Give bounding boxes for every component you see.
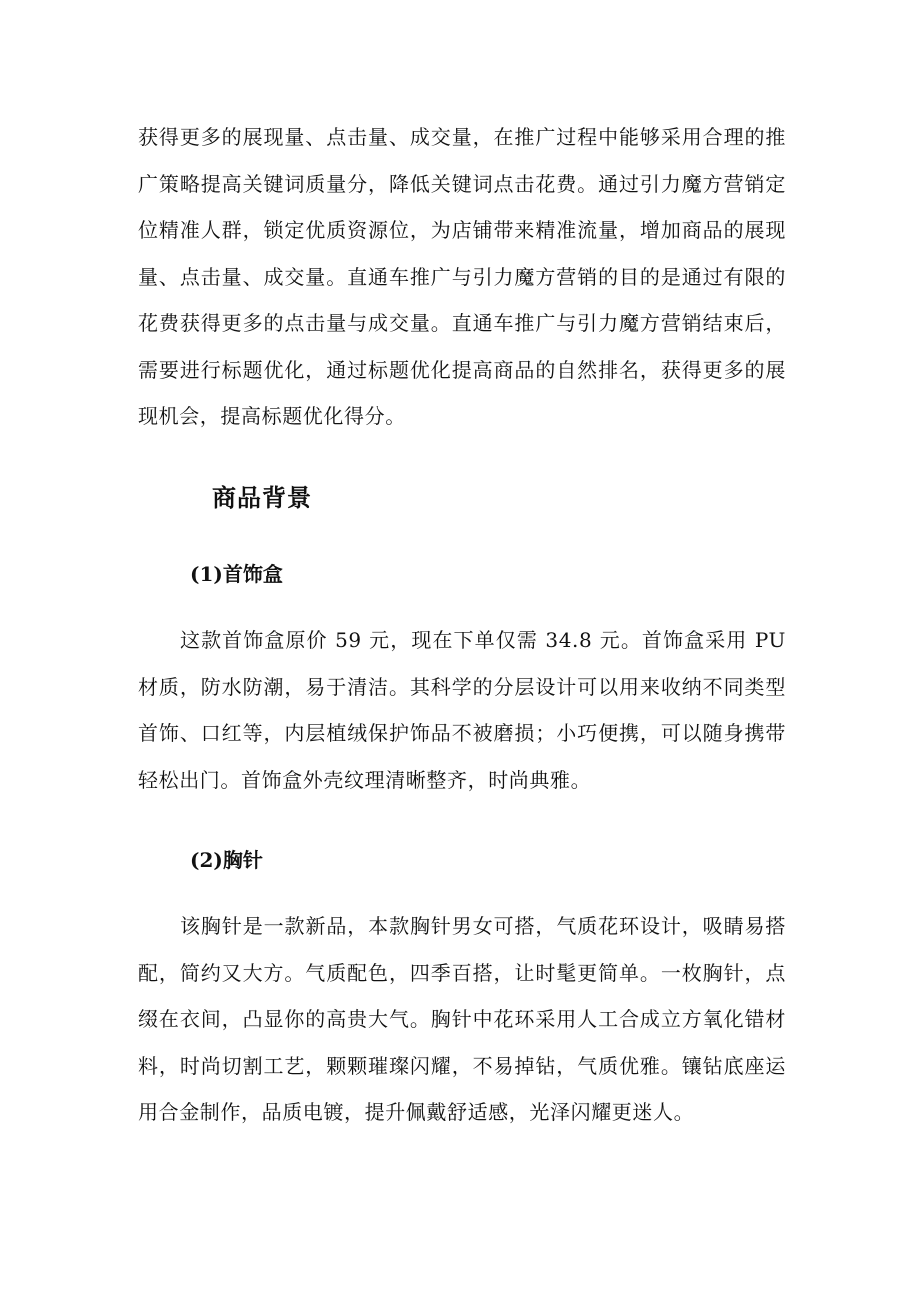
- intro-paragraph: 获得更多的展现量、点击量、成交量，在推广过程中能够采用合理的推广策略提高关键词质量分，降低关键词点击花费。通过引力魔方营销定位精准人群，锁定优质资源位，为店铺带来精准流量，增加商品的展现量、点击量、成交量。直通车推广与引力魔方营销的目的是通过有限的花费获得更多的点击量与成交量。直通车推广与引力魔方营销结束后，需要进行标题优化，通过标题优化提高商品的自然排名，获得更多的展现机会，提高标题优化得分。: [138, 125, 786, 428]
- item-heading-jewelry-box: (1)首饰盒: [190, 562, 283, 586]
- section-title: 商品背景: [212, 483, 312, 512]
- item-body-brooch: 该胸针是一款新品，本款胸针男女可搭，气质花环设计，吸睛易搭配，简约又大方。气质配色，四季百搭，让时髦更简单。一枚胸针，点缀在衣间，凸显你的高贵大气。胸针中花环采用人工合成立方氧化错材料，时尚切割工艺，颗颗璀璨闪耀，不易掉钻，气质优雅。镶钻底座运用合金制作，品质电镀，提升佩戴舒适感，光泽闪耀更迷人。: [138, 914, 786, 1124]
- item-body-jewelry-box: 这款首饰盒原价 59 元，现在下单仅需 34.8 元。首饰盒采用 PU 材质，防水防潮，易于清洁。其科学的分层设计可以用来收纳不同类型首饰、口红等，内层植绒保护饰品不被磨损；小巧便携，可以随身携带轻松出门。首饰盒外壳纹理清晰整齐，时尚典雅。: [138, 628, 786, 792]
- item-heading-brooch: (2)胸针: [190, 848, 263, 872]
